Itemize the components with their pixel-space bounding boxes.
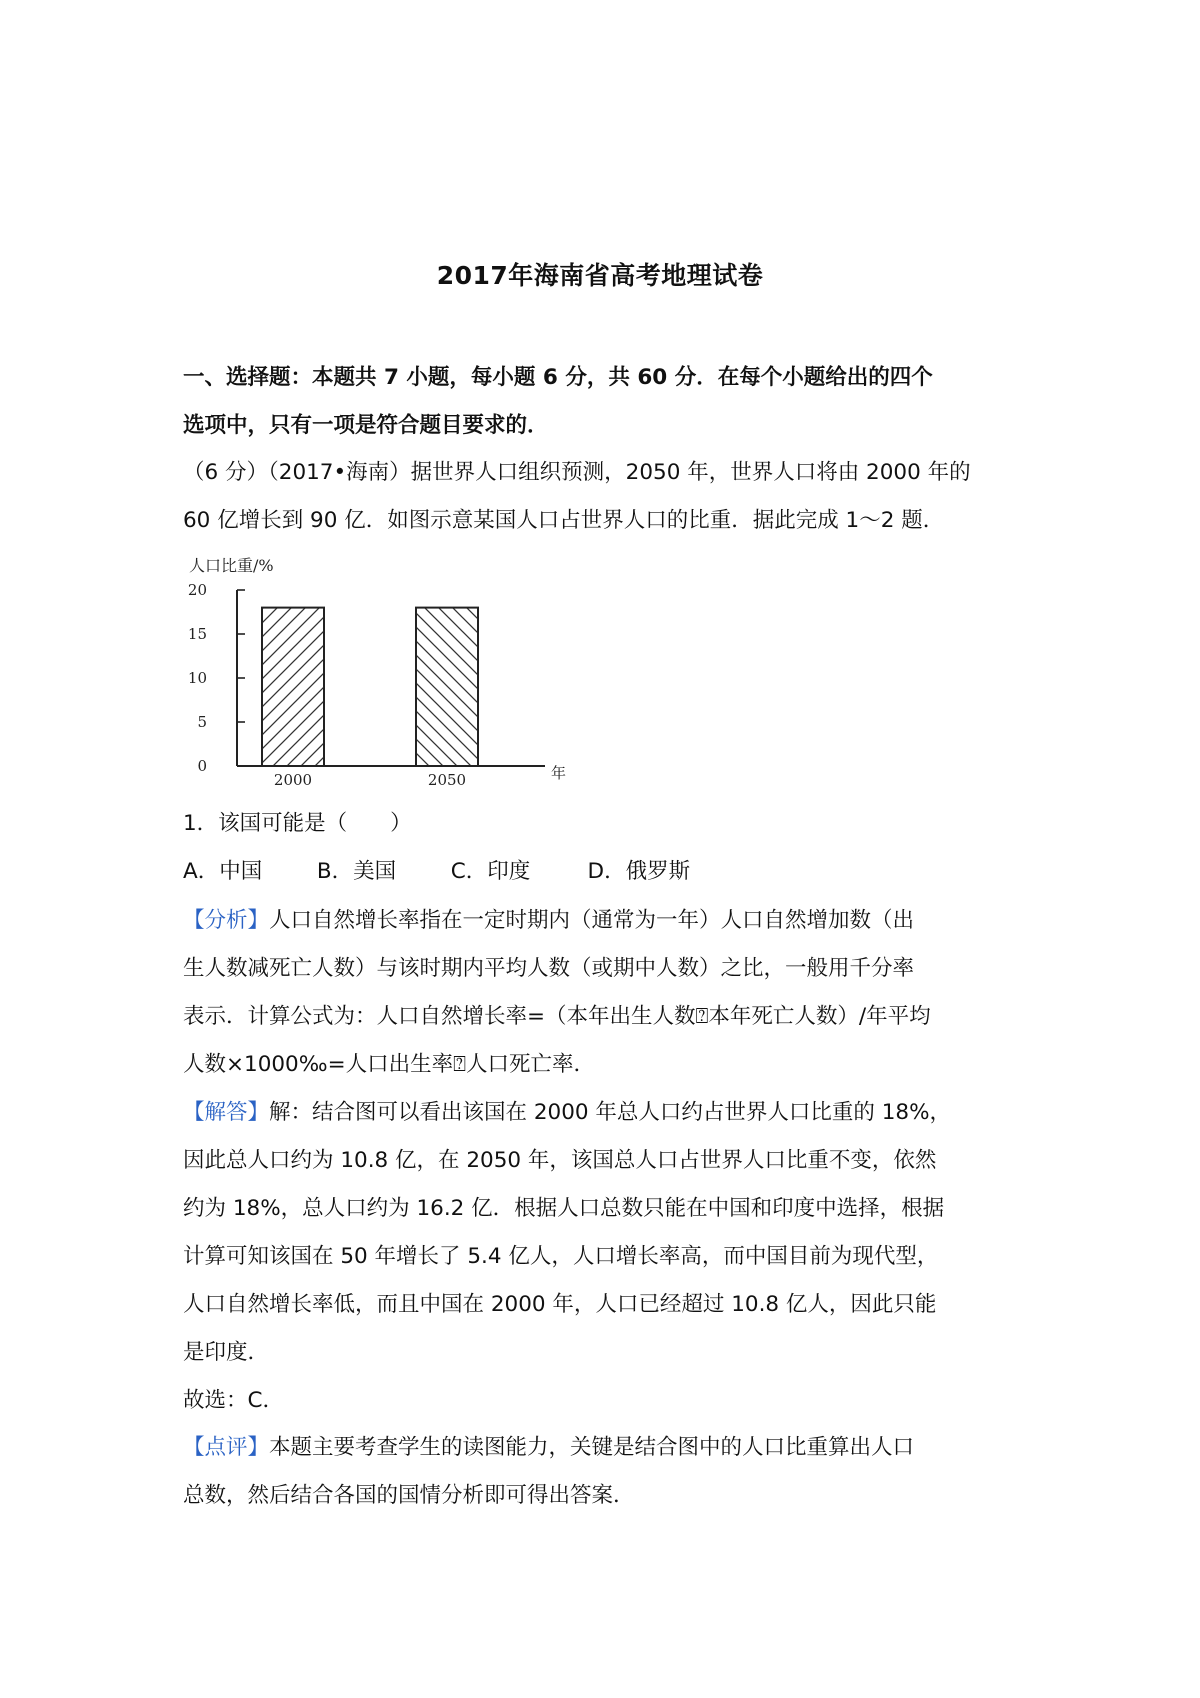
question-intro	[183, 449, 1033, 545]
y-tick-label: 5	[197, 713, 207, 731]
analysis-line: 生人数减死亡人数）与该时期内平均人数（或期中人数）之比，一般用千分率	[183, 956, 915, 981]
x-tick-label: 2000	[273, 771, 313, 789]
answer-line: 计算可知该国在 50 年增长了 5.4 亿人，人口增长率高，而中国目前为现代型，	[183, 1244, 939, 1269]
analysis-tag: 【分析】	[183, 908, 270, 933]
intro-line: （6 分）（2017•海南）据世界人口组织预测，2050 年，世界人口将由 2000 年的	[183, 460, 971, 485]
intro-line: 60 亿增长到 90 亿．如图示意某国人口占世界人口的比重．据此完成 1～2 题．	[183, 508, 945, 533]
answer-line: 解：结合图可以看出该国在 2000 年总人口约占世界人口比重的 18%，	[269, 1100, 952, 1125]
population-share-chart	[183, 548, 583, 798]
analysis-line: 表示．计算公式为：人口自然增长率=（本年出生人数⍰本年死亡人数）/年平均	[183, 1004, 931, 1029]
x-axis-label: 年	[551, 764, 567, 782]
analysis-line: 人口自然增长率指在一定时期内（通常为一年）人口自然增加数（出	[269, 908, 915, 933]
answer-section	[183, 1089, 1033, 1425]
y-axis-label: 人口比重/%	[189, 556, 274, 575]
comment-line: 本题主要考查学生的读图能力，关键是结合图中的人口比重算出人口	[269, 1435, 915, 1460]
answer-line: 是印度．	[183, 1340, 270, 1365]
x-tick-label: 2050	[427, 771, 467, 789]
final-answer: 故选：C．	[183, 1388, 285, 1413]
answer-tag: 【解答】	[183, 1100, 270, 1125]
option-d: D．俄罗斯	[587, 859, 691, 884]
section-heading	[183, 354, 1033, 450]
analysis-section	[183, 897, 1033, 1089]
answer-line: 因此总人口约为 10.8 亿，在 2050 年，该国总人口占世界人口比重不变，依然	[183, 1148, 937, 1173]
question-stem: 1．该国可能是（ ）	[183, 811, 412, 836]
page-title: 2017年海南省高考地理试卷	[436, 261, 764, 290]
question-options	[183, 848, 1033, 896]
answer-line: 人口自然增长率低，而且中国在 2000 年，人口已经超过 10.8 亿人，因此只能	[183, 1292, 937, 1317]
bar-2000	[262, 608, 324, 766]
bar-2050	[416, 608, 478, 766]
section-heading-line: 一、选择题：本题共 7 小题，每小题 6 分，共 60 分．在每个小题给出的四个	[183, 365, 933, 390]
y-tick-label: 20	[187, 581, 207, 599]
answer-line: 约为 18%，总人口约为 16.2 亿．根据人口总数只能在中国和印度中选择，根据	[183, 1196, 945, 1221]
y-tick-label: 0	[197, 757, 207, 775]
option-a: A．中国	[183, 859, 263, 884]
option-c: C．印度	[450, 859, 531, 884]
section-heading-line: 选项中，只有一项是符合题目要求的．	[183, 413, 549, 438]
option-b: B．美国	[316, 859, 397, 884]
comment-section	[183, 1424, 1033, 1520]
comment-tag: 【点评】	[183, 1435, 270, 1460]
y-tick-label: 10	[187, 669, 207, 687]
analysis-line: 人数×1000‰=人口出生率⍰人口死亡率．	[183, 1052, 595, 1077]
comment-line: 总数，然后结合各国的国情分析即可得出答案．	[183, 1483, 635, 1508]
y-tick-label: 15	[187, 625, 207, 643]
